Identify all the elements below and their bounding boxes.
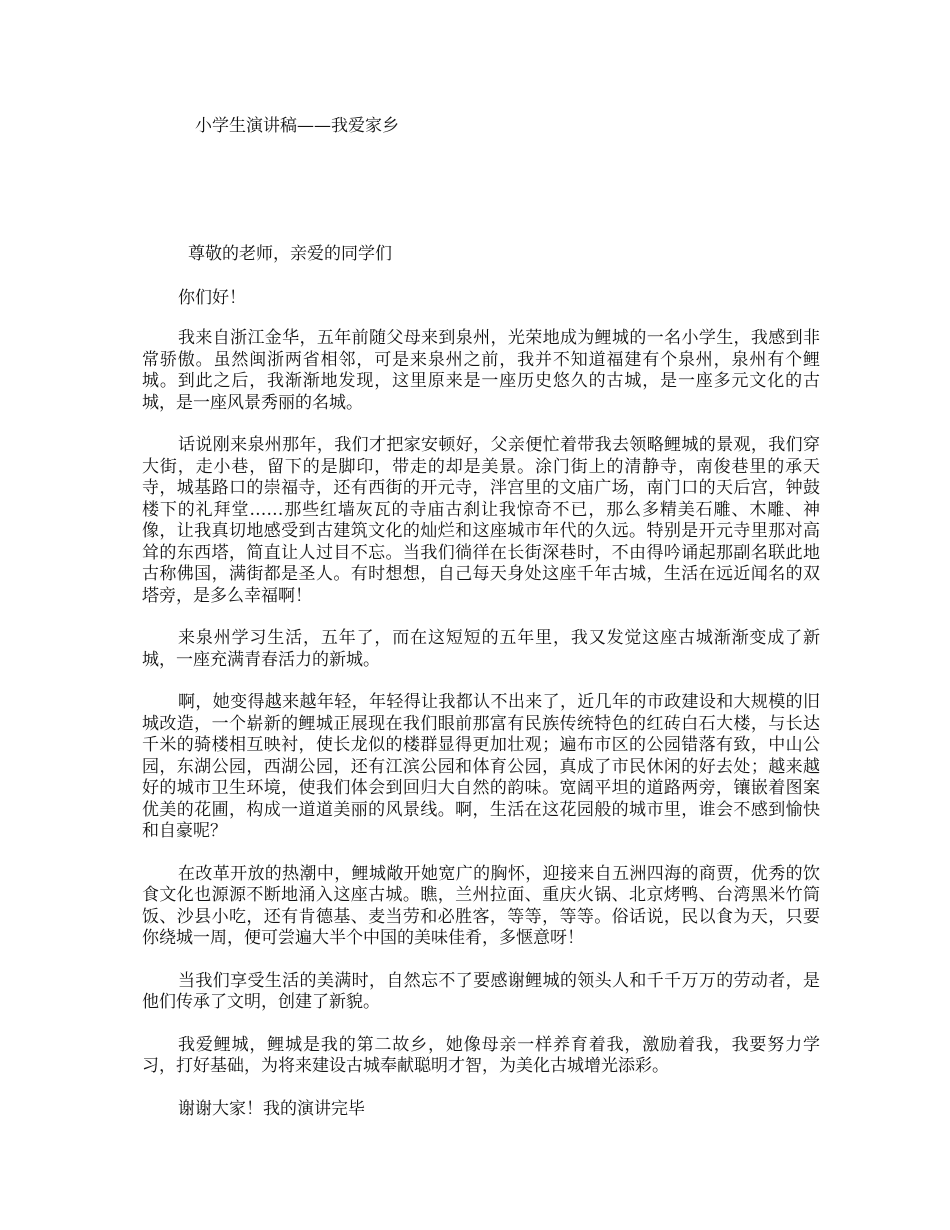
paragraph-6: 当我们享受生活的美满时，自然忘不了要感谢鲤城的领头人和千千万万的劳动者，是他们传承了文明，创建了新貌。	[142, 970, 820, 1012]
paragraph-7: 我爱鲤城，鲤城是我的第二故乡，她像母亲一样养育着我，激励着我，我要努力学习，打好基础，为将来建设古城奉献聪明才智，为美化古城增光添彩。	[142, 1034, 820, 1076]
document-title: 小学生演讲稿——我爱家乡	[195, 116, 399, 136]
closing-line: 谢谢大家！我的演讲完毕	[178, 1098, 365, 1119]
speech-body	[142, 328, 820, 1141]
paragraph-3: 来泉州学习生活，五年了，而在这短短的五年里，我又发觉这座古城渐渐变成了新城，一座充满青春活力的新城。	[142, 628, 820, 670]
paragraph-2: 话说刚来泉州那年，我们才把家安顿好，父亲便忙着带我去领略鲤城的景观，我们穿大街，走小巷，留下的是脚印，带走的却是美景。涂门街上的清静寺，南俊巷里的承天寺，城基路口的崇福寺，还有西街的开元寺，泮宫里的文庙广场，南门口的天后宫，钟鼓楼下的礼拜堂……那些红墙灰瓦的寺庙古刹让我惊奇不已，那么多精美石雕、木雕、神像，让我真切地感受到古建筑文化的灿烂和这座城市年代的久远。特别是开元寺里那对高耸的东西塔，简直让人过目不忘。当我们徜徉在长街深巷时，不由得吟诵起那副名联此地古称佛国，满街都是圣人。有时想想，自己每天身处这座千年古城，生活在远近闻名的双塔旁，是多么幸福啊！	[142, 435, 820, 606]
paragraph-1: 我来自浙江金华，五年前随父母来到泉州，光荣地成为鲤城的一名小学生，我感到非常骄傲。虽然闽浙两省相邻，可是来泉州之前，我并不知道福建有个泉州，泉州有个鲤城。到此之后，我渐渐地发现，这里原来是一座历史悠久的古城，是一座多元文化的古城，是一座风景秀丽的名城。	[142, 328, 820, 413]
paragraph-5: 在改革开放的热潮中，鲤城敞开她宽广的胸怀，迎接来自五洲四海的商贾，优秀的饮食文化也源源不断地涌入这座古城。瞧，兰州拉面、重庆火锅、北京烤鸭、台湾黑米竹筒饭、沙县小吃，还有肯德基、麦当劳和必胜客，等等，等等。俗话说，民以食为天，只要你绕城一周，便可尝遍大半个中国的美味佳肴，多惬意呀！	[142, 863, 820, 948]
paragraph-4: 啊，她变得越来越年轻，年轻得让我都认不出来了，近几年的市政建设和大规模的旧城改造，一个崭新的鲤城正展现在我们眼前那富有民族传统特色的红砖白石大楼，与长达千米的骑楼相互映衬，使长龙似的楼群显得更加壮观；遍布市区的公园错落有致，中山公园，东湖公园，西湖公园，还有江滨公园和体育公园，真成了市民休闲的好去处；越来越好的城市卫生环境，使我们体会到回归大自然的韵味。宽阔平坦的道路两旁，镶嵌着图案优美的花圃，构成一道道美丽的风景线。啊，生活在这花园般的城市里，谁会不感到愉快和自豪呢？	[142, 692, 820, 841]
greeting: 你们好！	[178, 288, 246, 308]
salutation: 尊敬的老师，亲爱的同学们	[188, 244, 392, 264]
